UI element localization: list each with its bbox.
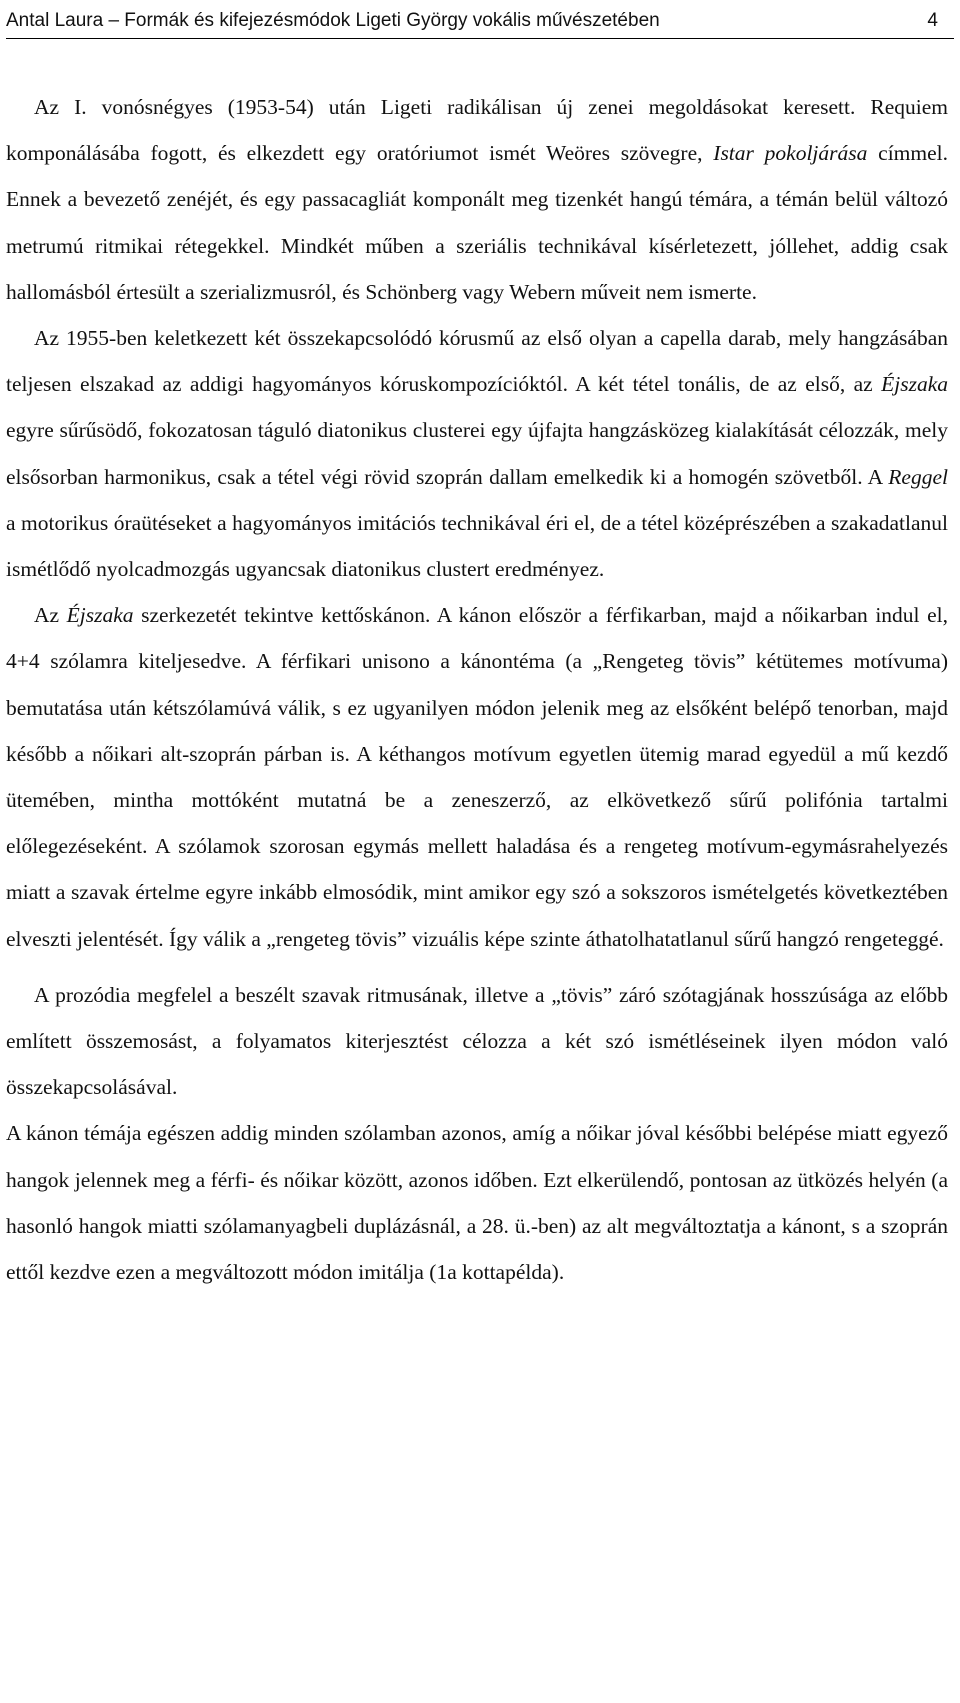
paragraph-3: [6, 592, 948, 962]
paragraph-4: [6, 972, 948, 1111]
text-run: címmel. Ennek a bevezető zenéjét, és egy passacagliát komponált meg tizenkét hangú témára, a témán belül változó metrumú ritmikai rétegekkel. Mindkét műben a szeriális technikával kísérletezett, jóllehet, addig csak hallomásból értesült a szerializmusról, és Schönberg vagy Webern műveit nem ismerte.: [6, 141, 949, 304]
italic-title: Reggel: [888, 464, 948, 489]
page-header: [6, 4, 954, 39]
text-run: A kánon témája egészen addig minden szólamban azonos, amíg a nőikar jóval későbbi belépése miatt egyező hangok jelennek meg a férfi- és nőikar között, azonos időben. Ezt elkerülendő, pontosan az ütközés helyén (a hasonló hangok miatti szólamanyagbeli duplázásnál, a 28. ü.-ben) az alt megváltoztatja a kánont, s a szoprán ettől kezdve ezen a megváltozott módon imitálja (1a kottapélda).: [6, 1121, 948, 1285]
italic-title: Éjszaka: [66, 603, 134, 628]
text-run: a motorikus óraütéseket a hagyományos imitációs technikával éri el, de a tétel középrészében a szakadatlanul ismétlődő nyolcadmozgás ugyancsak diatonikus clustert eredményez.: [6, 510, 948, 582]
document-page: [6, 0, 954, 1703]
text-run: egyre sűrűsödő, fokozatosan táguló diatonikus clusterei egy újfajta hangzásközeg kialakítását célozzák, mely elsősorban harmonikus, csak a tétel végi rövid szoprán dallam emelkedik ki a homogén szövetből. A: [6, 418, 948, 489]
text-run: A prozódia megfelel a beszélt szavak ritmusának, illetve a „tövis” záró szótagjának hosszúsága az előbb említett összemosást, a folyamatos kiterjesztést célozza a két szó ismétléseinek ilyen módon való összekapcsolásával.: [6, 982, 948, 1100]
italic-title: Istar pokoljárása: [713, 141, 868, 166]
text-run: Az I. vonósnégyes (1953-54) után Ligeti radikálisan új zenei megoldásokat keresett. Requiem komponálásába fogott, és elkezdett egy oratóriumot ismét Weöres szövegre,: [6, 95, 948, 166]
page-number: 4: [927, 10, 938, 31]
paragraph-1: [6, 84, 948, 315]
paragraph-2: [6, 315, 948, 592]
paragraph-5: [6, 1110, 948, 1295]
running-title: Antal Laura – Formák és kifejezésmódok Ligeti György vokális művészetében: [6, 10, 660, 31]
body-text: [6, 84, 948, 1295]
text-run: Az: [34, 603, 67, 628]
italic-title: Éjszaka: [881, 372, 948, 397]
text-run: szerkezetét tekintve kettőskánon. A kánon először a férfikarban, majd a nőikarban indul el, 4+4 szólamra kiteljesedve. A férfikari unisono a kánontéma (a „Rengeteg tövis” kétütemes motívuma) bemutatása után kétszólamúvá válik, s ez ugyanilyen módon jelenik meg az elsőként belépő tenorban, majd később a nőikari alt-szoprán párban is. A kéthangos motívum egyetlen ütemig marad egyedül a mű kezdő ütemében, mintha mottóként mutatná be a zeneszerző, az elkövetkező sűrű polifónia tartalmi előlegezéseként. A szólamok szorosan egymás mellett haladása és a rengeteg motívum-egymásrahelyezés miatt a szavak értelme egyre inkább elmosódik, mint amikor egy szó a sokszoros ismételgetés következtében elveszti jelentését. Így válik a „rengeteg tövis” vizuális képe szinte áthatolhatatlanul sűrű hangzó rengeteggé.: [6, 603, 948, 951]
text-run: Az 1955-ben keletkezett két összekapcsolódó kórusmű az első olyan a capella darab, mely hangzásában teljesen elszakad az addigi hagyományos kóruskompozícióktól. A két tétel tonális, de az első, az: [6, 326, 948, 397]
